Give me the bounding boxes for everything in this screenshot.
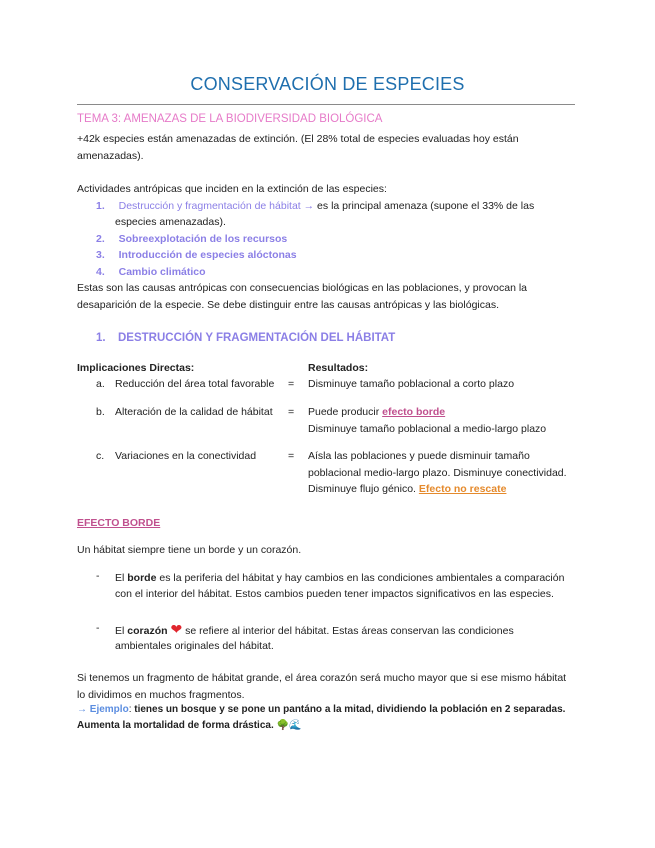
list-rest: es la principal amenaza (supone el 33% de las	[314, 200, 535, 212]
list-item	[96, 199, 534, 213]
impl-equals: =	[288, 406, 295, 418]
efecto-borde-title: EFECTO BORDE	[77, 517, 161, 529]
section-label: DESTRUCCIÓN Y FRAGMENTACIÓN DEL HÁBITAT	[118, 332, 396, 344]
list-highlight: Cambio climático	[118, 266, 206, 278]
bullet-dash: -	[96, 622, 100, 634]
actividades-label: Actividades antrópicas que inciden en la extinción de las especies:	[77, 183, 387, 195]
ejemplo-line-2	[77, 719, 301, 733]
ejemplo-text: tienes un bosque y se pone un pantáno a la mitad, dividiendo la población en 2 separadas.	[131, 704, 566, 715]
fragment-line-2: lo dividimos en muchos fragmentos.	[77, 689, 245, 701]
impl-result: poblacional medio-largo plazo. Disminuye conectividad.	[308, 467, 567, 479]
ejemplo-mortalidad: Aumenta la mortalidad de forma drástica.	[77, 720, 274, 731]
list-item	[96, 248, 297, 262]
list-highlight: Sobreexplotación de los recursos	[118, 233, 288, 245]
resultados-header: Resultados:	[308, 362, 369, 374]
impl-result: Aísla las poblaciones y puede disminuir tamaño	[308, 450, 530, 462]
bullet-bold: corazón	[127, 625, 168, 637]
bullet-dash: -	[96, 570, 100, 582]
bullet-pre: El	[115, 572, 128, 584]
causas-line-2: desaparición de la especie. Se debe distinguir entre las causas antrópicas y las biológicas.	[77, 299, 499, 311]
list-item-cont: especies amenazadas).	[115, 216, 226, 228]
impl-result: Disminuye tamaño poblacional a medio-largo plazo	[308, 423, 547, 435]
bullet-bold: borde	[127, 572, 157, 584]
ejemplo-label: → Ejemplo	[77, 704, 129, 715]
efecto-no-rescate-link[interactable]: Efecto no rescate	[418, 483, 507, 495]
list-item	[96, 265, 206, 279]
causas-line-1: Estas son las causas antrópicas con consecuencias biológicas en las poblaciones, y provocan la	[77, 282, 528, 294]
bullet-rest: se refiere al interior del hábitat. Estas áreas conservan las condiciones	[182, 625, 514, 637]
bullet-line	[115, 571, 564, 585]
list-number: 1.	[96, 200, 105, 212]
intro-line-2: amenazadas).	[77, 150, 144, 162]
impl-result-pre: Disminuye flujo génico.	[308, 483, 419, 495]
bullet-cont: ambientales originales del hábitat.	[115, 640, 274, 652]
bullet-pre: El	[115, 625, 128, 637]
list-highlight: Introducción de especies alóctonas	[118, 249, 297, 261]
impl-text: Variaciones en la conectividad	[115, 450, 257, 462]
list-number: 4.	[96, 266, 105, 278]
ejemplo-colon: :	[128, 704, 132, 715]
efecto-borde-link[interactable]: efecto borde	[382, 406, 446, 418]
page-title: CONSERVACIÓN DE ESPECIES	[190, 74, 465, 94]
impl-result	[308, 405, 445, 419]
impl-result	[308, 482, 506, 496]
impl-letter: b.	[96, 406, 105, 418]
bullet-line	[115, 622, 514, 638]
impl-equals: =	[288, 378, 295, 390]
impl-letter: a.	[96, 378, 105, 390]
bullet-cont: con el interior del hábitat. Estos cambios pueden tener impactos significativos en las especies.	[115, 588, 554, 600]
list-highlight: Destrucción y fragmentación de hábitat →	[118, 200, 315, 212]
impl-equals: =	[288, 450, 295, 462]
section-number: 1.	[96, 332, 106, 344]
impl-result: Disminuye tamaño poblacional a corto plazo	[308, 378, 515, 390]
intro-line-1: +42k especies están amenazadas de extinción. (El 28% total de especies evaluadas hoy están	[77, 133, 519, 145]
tree-wave-icon: 🌳🌊	[276, 720, 302, 731]
ejemplo-line	[77, 703, 565, 717]
title-divider	[77, 104, 575, 105]
section-heading	[96, 332, 395, 344]
impl-letter: c.	[96, 450, 105, 462]
list-number: 2.	[96, 233, 105, 245]
fragment-line-1: Si tenemos un fragmento de hábitat grande, el área corazón será mucho mayor que si ese mismo hábitat	[77, 672, 567, 684]
list-number: 3.	[96, 249, 105, 261]
impl-text: Alteración de la calidad de hábitat	[115, 406, 273, 418]
impl-result-pre: Puede producir	[308, 406, 383, 418]
habitat-line: Un hábitat siempre tiene un borde y un corazón.	[77, 544, 302, 556]
heart-icon: ❤	[170, 621, 183, 637]
bullet-rest: es la periferia del hábitat y hay cambios en las condiciones ambientales a comparación	[156, 572, 565, 584]
implicaciones-header: Implicaciones Directas:	[77, 362, 195, 374]
tema-heading: TEMA 3: AMENAZAS DE LA BIODIVERSIDAD BIOLÓGICA	[77, 113, 383, 125]
impl-text: Reducción del área total favorable	[115, 378, 275, 390]
list-item	[96, 232, 287, 246]
